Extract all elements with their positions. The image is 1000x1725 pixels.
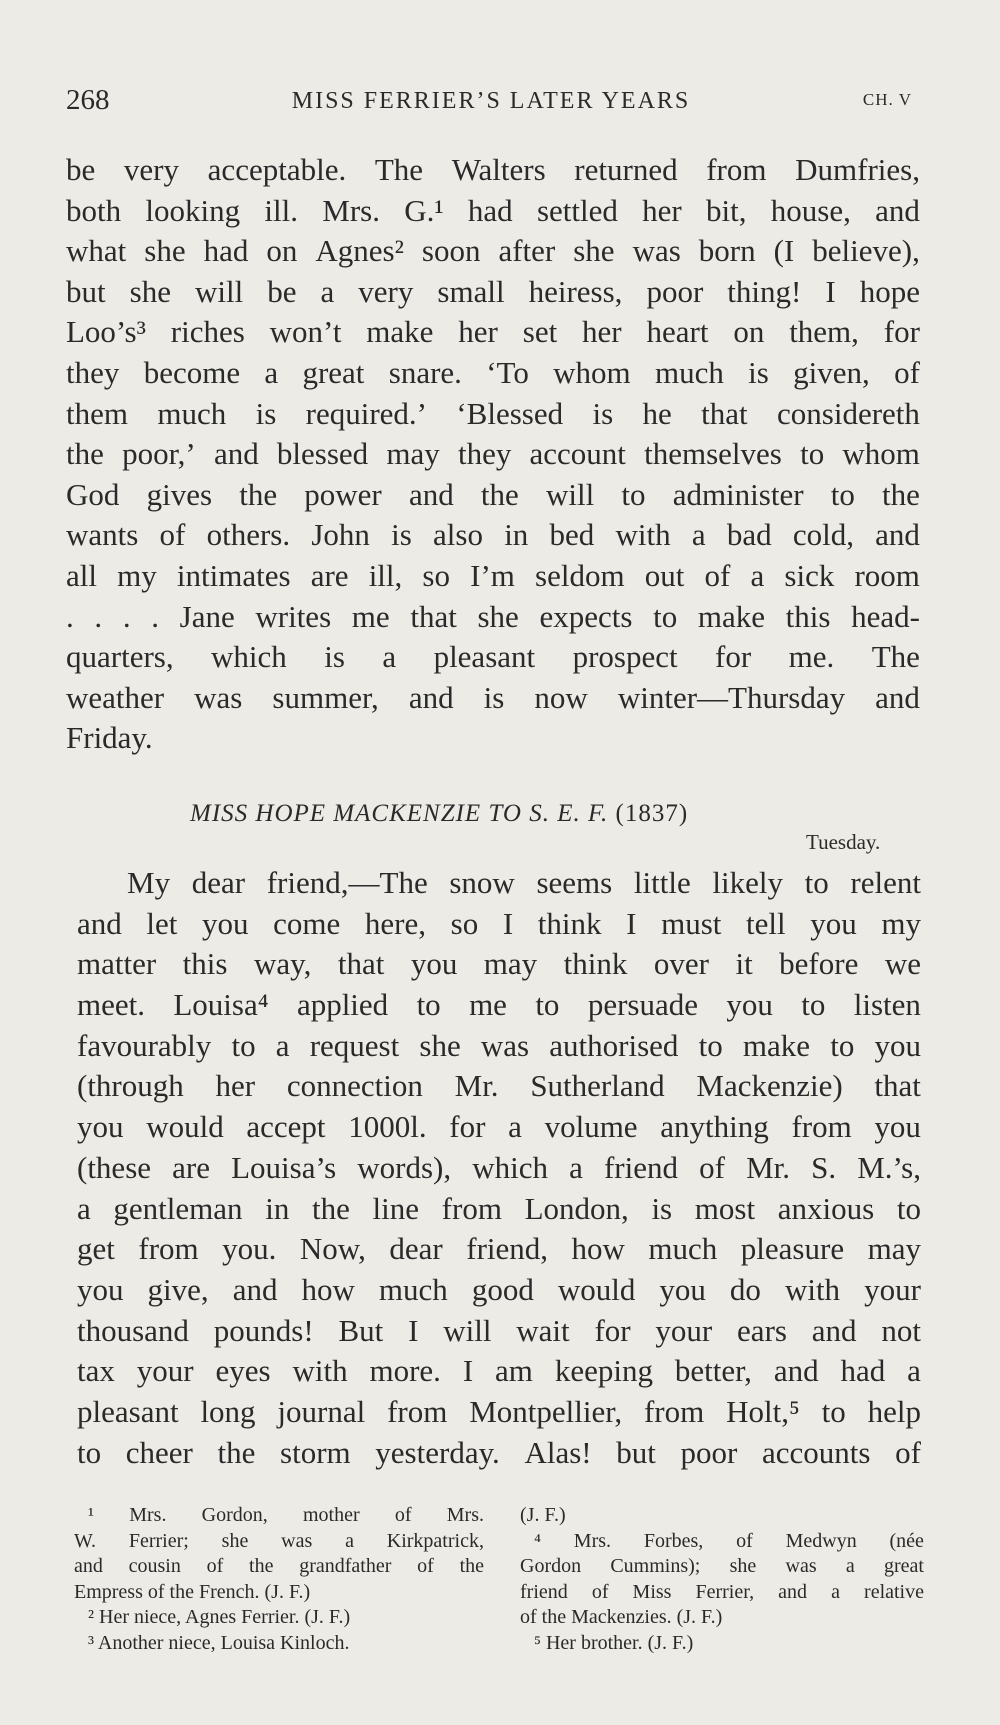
text-line: Friday. (66, 720, 153, 756)
text-line: them much is required.’ ‘Blessed is he that considereth (66, 395, 920, 431)
text-line: wants of others. John is also in bed with a bad cold, and (66, 517, 920, 553)
text-line: God gives the power and the will to administer to the (66, 476, 920, 512)
text-line: they become a great snare. ‘To whom much is given, of (66, 354, 920, 390)
footnote-line: Empress of the French. (J. F.) (74, 1580, 311, 1603)
footnote-line: ⁵ Her brother. (J. F.) (534, 1631, 694, 1654)
footnotes-right (520, 1503, 924, 1656)
footnotes-left (74, 1503, 484, 1656)
text-line: be very acceptable. The Walters returned from Dumfries, (66, 152, 920, 187)
text-line: (through her connection Mr. Sutherland Mackenzie) that (77, 1068, 921, 1104)
letter-heading (190, 800, 890, 828)
text-line: what she had on Agnes² soon after she was born (I believe), (66, 233, 920, 269)
paragraph-continued (66, 150, 920, 759)
text-line: My dear friend,—The snow seems little likely to relent (127, 865, 921, 900)
text-line: favourably to a request she was authorised to make to you (77, 1027, 921, 1063)
footnote-line: ³ Another niece, Louisa Kinloch. (88, 1631, 350, 1654)
text-line: tax your eyes with more. I am keeping better, and had a (77, 1353, 921, 1389)
text-line: both looking ill. Mrs. G.¹ had settled her bit, house, and (66, 192, 920, 228)
letter-year: (1837) (615, 800, 689, 827)
text-line: and let you come here, so I think I must tell you my (77, 905, 921, 941)
letter-body (77, 863, 921, 1473)
chapter-label: CH. V (862, 90, 912, 109)
footnote-line: ⁴ Mrs. Forbes, of Medwyn (née (534, 1529, 924, 1552)
running-header (66, 84, 916, 124)
footnote-line: ¹ Mrs. Gordon, mother of Mrs. (88, 1504, 484, 1526)
text-line: you give, and how much good would you do with your (77, 1271, 921, 1307)
footnote-line: of the Mackenzies. (J. F.) (520, 1606, 723, 1628)
footnote-line: and cousin of the grandfather of the (74, 1555, 484, 1577)
text-line: to cheer the storm yesterday. Alas! but poor accounts of (77, 1434, 921, 1470)
text-line: weather was summer, and is now winter—Thursday and (66, 679, 920, 715)
footnote-line: friend of Miss Ferrier, and a relative (520, 1580, 924, 1603)
page-number: 268 (66, 84, 110, 116)
text-line: the poor,’ and blessed may they account themselves to whom (66, 436, 920, 472)
text-line: meet. Louisa⁴ applied to me to persuade you to listen (77, 987, 921, 1023)
text-line: Loo’s³ riches won’t make her set her heart on them, for (66, 314, 920, 350)
footnote-line: W. Ferrier; she was a Kirkpatrick, (74, 1529, 484, 1552)
text-line: all my intimates are ill, so I’m seldom out of a sick room (66, 557, 920, 593)
text-line: pleasant long journal from Montpellier, from Holt,⁵ to help (77, 1393, 921, 1429)
text-line: . . . . Jane writes me that she expects to make this head- (66, 598, 920, 634)
footnote-line: Gordon Cummins); she was a great (520, 1555, 924, 1577)
text-line: you would accept 1000l. for a volume anything from you (77, 1109, 921, 1145)
text-line: thousand pounds! But I will wait for your ears and not (77, 1312, 921, 1348)
text-line: but she will be a very small heiress, poor thing! I hope (66, 273, 920, 309)
footnote-line: (J. F.) (520, 1504, 566, 1526)
text-line: (these are Louisa’s words), which a friend of Mr. S. M.’s, (77, 1149, 921, 1185)
letter-title: MISS HOPE MACKENZIE TO S. E. F. (190, 800, 609, 827)
letter-day: Tuesday. (806, 830, 881, 854)
text-line: matter this way, that you may think over it before we (77, 946, 921, 982)
running-title: MISS FERRIER’S LATER YEARS (291, 88, 691, 114)
text-line: quarters, which is a pleasant prospect for me. The (66, 639, 920, 675)
footnote-line: ² Her niece, Agnes Ferrier. (J. F.) (88, 1606, 351, 1628)
text-line: a gentleman in the line from London, is most anxious to (77, 1190, 921, 1226)
text-line: get from you. Now, dear friend, how much pleasure may (77, 1231, 921, 1267)
